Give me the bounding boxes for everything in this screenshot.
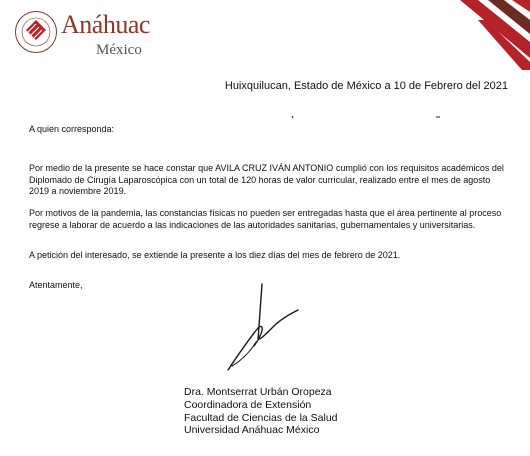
brand-name: Anáhuac [61,10,150,39]
university-logo [14,8,174,60]
body-paragraph-2: Por motivos de la pandemia, las constancias físicas no pueden ser entregadas hasta que el área pertinente al proceso regrese a laborar de acuerdo a las indicaciones de las autoridades sanitarias, gubernamentales y universitarias. [29,208,502,230]
signer-block [184,386,338,437]
corner-stripes-decoration [420,0,530,70]
signer-faculty: Facultad de Ciencias de la Salud [184,411,338,424]
handwritten-signature [220,280,300,375]
body-paragraph-3: A petición del interesado, se extiende la presente a los diez días del mes de febrero de 2021. [29,250,401,260]
closing: Atentamente, [29,280,83,290]
scan-marks [290,112,450,120]
salutation: A quien corresponda: [29,124,115,134]
signer-university: Universidad Anáhuac México [184,424,320,437]
university-seal-icon [14,10,58,54]
brand-subtitle: México [96,42,142,58]
signer-name: Dra. Montserrat Urbán Oropeza [184,386,332,398]
signer-title: Coordinadora de Extensión [184,398,312,411]
body-paragraph-1: Por medio de la presente se hace constar que AVILA CRUZ IVÁN ANTONIO cumplió con los requisitos académicos del Diplomado de Cirugía Laparoscópica con un total de 120 horas de valor curricular, realizado entre el mes de agosto 2019 a noviembre 2019. [29,163,504,197]
place-and-date: Huixquilucan, Estado de México a 10 de Febrero del 2021 [224,80,508,92]
